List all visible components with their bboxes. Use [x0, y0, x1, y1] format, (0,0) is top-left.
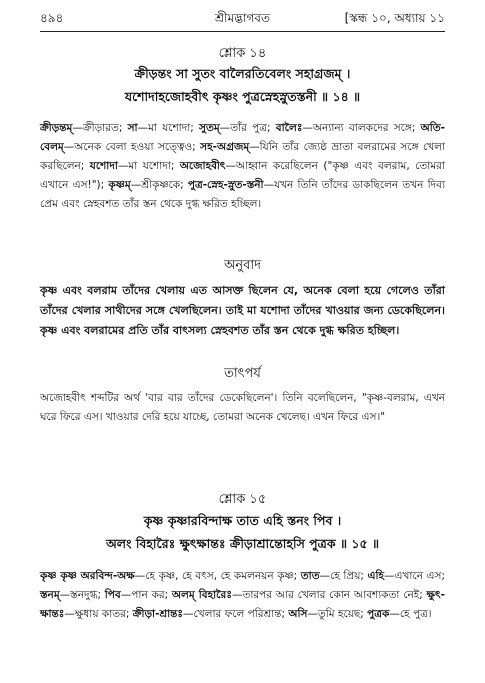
purport-text: অজোহবীৎ শব্দটির অর্থ 'বার বার তাঁদের ডেকেছিলেন'। তিনি বলেছিলেন, "কৃষ্ণ-বলরাম, এখন ঘরে ফিরে এস। খাওয়ার দেরি হয়ে যাচ্ছে, তোমরা অনেক খেলেছ। এখন ফিরে এস।": [40, 392, 445, 423]
synonym-meaning: —তারপর আর খেলার কোন আবশ্যকতা নেই;: [231, 589, 427, 601]
synonym-word: অসি: [288, 608, 308, 620]
synonym-word: কৃষ্ণম্: [108, 179, 131, 191]
verse-14-line-1: ক্রীড়ন্তং সা সুতং বালৈরতিবেলং সহাগ্রজম্ ।: [134, 66, 351, 81]
verse-14-synonyms: [40, 119, 445, 214]
chapter-reference: [স্কন্ধ ১০, অধ্যায় ১১: [344, 11, 445, 25]
synonym-meaning: —শ্রীকৃষ্ণকে;: [130, 179, 188, 191]
synonym-word: যশোদা: [89, 160, 118, 172]
running-header: [40, 10, 445, 30]
synonym-meaning: —এখানে এস;: [384, 570, 445, 582]
verse-14-heading: শ্লোক ১৪: [218, 46, 267, 61]
purport-heading: তাৎপর্য: [224, 366, 261, 381]
synonym-meaning: —ক্রীড়ারত;: [72, 122, 128, 134]
book-title: শ্রীমদ্ভাগবত: [214, 11, 270, 25]
synonym-meaning: —তুমি হয়েছ;: [307, 608, 368, 620]
synonym-meaning: —অনেক বেলা হওয়া সত্ত্বেও;: [63, 141, 201, 153]
synonym-word: অজোহবীৎ: [179, 160, 226, 172]
synonym-meaning: —যিনি তাঁর জ্যেষ্ঠ ভ্রাতা বলরামের সঙ্গে খেলা করছিলেন;: [40, 141, 445, 172]
synonym-word: পুত্রক: [367, 608, 390, 620]
synonym-meaning: —মা যশোদা;: [117, 160, 180, 172]
synonym-meaning: —হে প্রিয়;: [319, 570, 368, 582]
synonym-word: অলম্ বিহারৈঃ: [171, 589, 232, 601]
verse-15-synonyms: [40, 567, 445, 624]
synonym-meaning: —হে পুত্র।: [389, 608, 432, 620]
synonym-word: ক্ষুৎ-ক্ষান্তঃ: [40, 589, 445, 620]
verse-14-line-2: যশোদাহজোহবীৎ কৃষ্ণং পুত্রস্নেহস্নুতস্তনী ॥ ১৪ ॥: [124, 89, 361, 104]
synonym-meaning: —মা যশোদা;: [137, 122, 200, 134]
synonym-meaning: —অন্যান্য বালকদের সঙ্গে;: [302, 122, 421, 134]
synonym-word: অতি-বেলম্: [40, 122, 445, 153]
synonym-meaning: —যখন তিনি তাঁদের ডাকছিলেন তখন দিব্য প্রেম এবং স্নেহবশত তাঁর স্তন থেকে দুগ্ধ ক্ষরিত হচ্ছিল।: [40, 179, 445, 210]
synonym-meaning: —পান কর;: [120, 589, 172, 601]
translation-heading: অনুবাদ: [224, 258, 261, 273]
synonym-word: তাত: [300, 570, 320, 582]
synonym-word: ক্রীড়া-শ্রান্তঃ: [132, 608, 183, 620]
synonym-meaning: —আহ্বান করেছিলেন ("কৃষ্ণ এবং বলরাম, তোমরা এখানে এস!");: [40, 160, 445, 191]
synonym-word: ক্রীড়ন্তম্: [40, 122, 73, 134]
verse-15-heading: শ্লোক ১৫: [218, 492, 267, 507]
synonym-word: পুত্র-স্নেহ-স্নুত-স্তনী: [187, 179, 264, 191]
synonym-word: সুতম্: [199, 122, 220, 134]
synonym-meaning: —স্তনদুগ্ধ;: [59, 589, 105, 601]
synonym-meaning: —হে কৃষ্ণ, হে বৎস, হে কমলনয়ন কৃষ্ণ;: [134, 570, 301, 582]
synonym-meaning: —তাঁর পুত্র;: [219, 122, 276, 134]
translation-text: কৃষ্ণ এবং বলরাম তাঁদের খেলায় এত আসক্ত ছিলেন যে, অনেক বেলা হয়ে গেলেও তাঁরা তাঁদের খেলার সাথীদের সঙ্গে খেলছিলেন। তাই মা যশোদা তাঁদের খাওয়ার জন্য ডেকেছিলেন। কৃষ্ণ এবং বলরামের প্রতি তাঁর বাৎসল্য স্নেহবশত তাঁর স্তন থেকে দুগ্ধ ক্ষরিত হচ্ছিল।: [40, 284, 445, 337]
synonym-word: সহ-অগ্রজম্: [200, 141, 250, 153]
synonym-word: স্তনম্: [40, 589, 60, 601]
synonym-meaning: —ক্ষুধায় কাতর;: [64, 608, 133, 620]
verse-15-line-2: অলং বিহারৈঃ ক্ষুৎক্ষান্তঃ ক্রীড়াশ্রান্তোহসি পুত্রক ॥ ১৫ ॥: [105, 536, 380, 551]
synonym-word: সা: [127, 122, 138, 134]
synonym-word: এহি: [367, 570, 385, 582]
synonym-word: কৃষ্ণ কৃষ্ণ অরবিন্দ-অক্ষ: [40, 570, 135, 582]
synonym-meaning: —খেলার ফলে পরিশ্রান্ত;: [182, 608, 289, 620]
verse-15-line-1: কৃষ্ণ কৃষ্ণারবিন্দাক্ষ তাত এহি স্তনং পিব ।: [143, 513, 342, 528]
synonym-word: পিব: [104, 589, 121, 601]
page-number: ৪৯৪: [40, 11, 64, 25]
synonym-word: বালৈঃ: [275, 122, 303, 134]
header-rule: [40, 31, 445, 32]
